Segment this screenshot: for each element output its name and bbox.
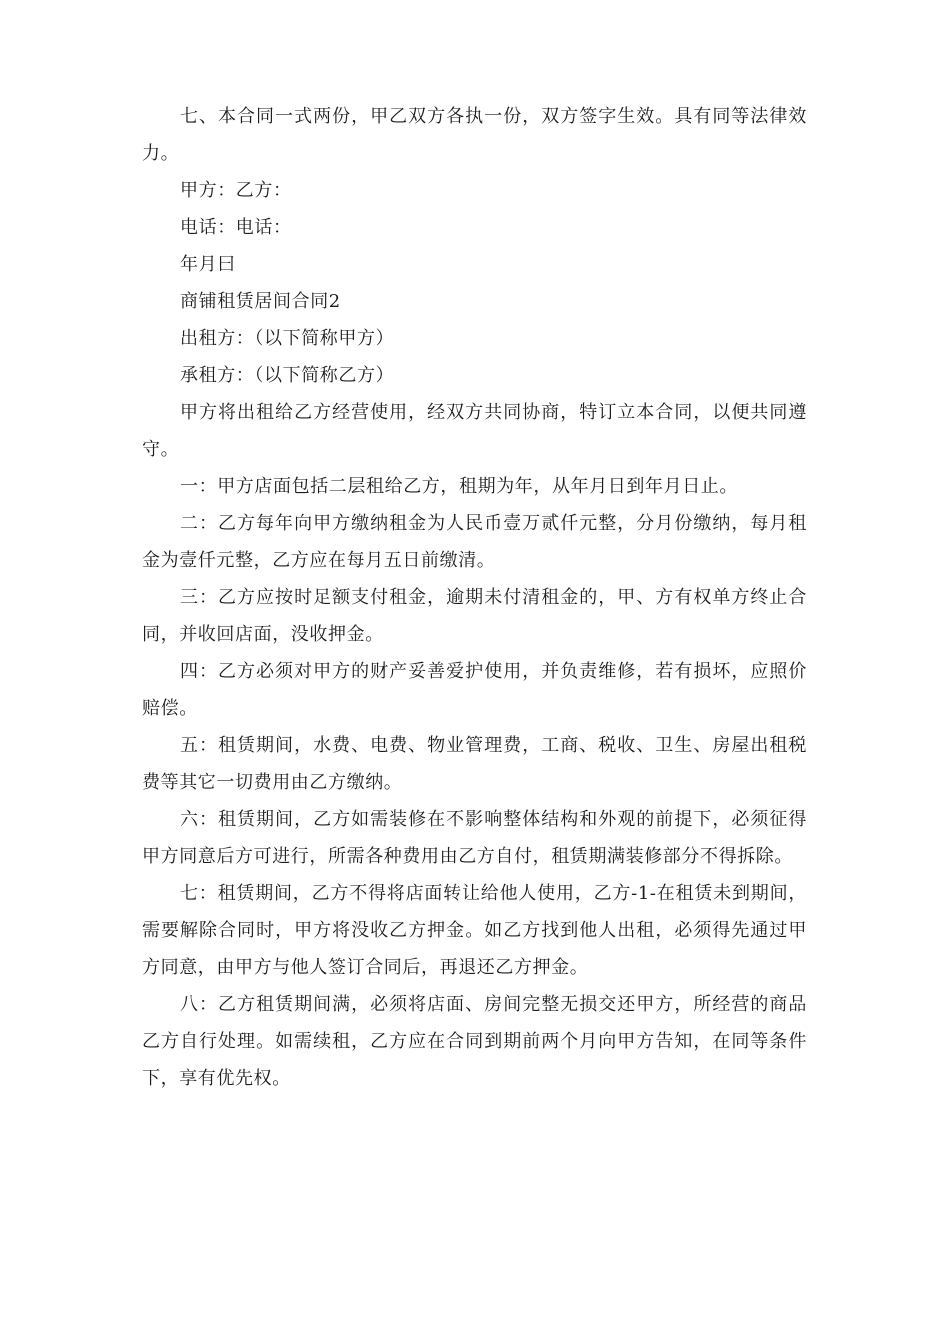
paragraph-phones: 电话：电话：: [180, 217, 292, 238]
paragraph-clause-2: 二：乙方每年向甲方缴纳租金为人民币壹万贰仟元整，分月份缴纳，每月租金为壹仟元整，乙方应在每月五日前缴清。: [142, 513, 807, 571]
paragraph-lessee: 承租方：（以下简称乙方）: [180, 365, 395, 386]
paragraph-clause-4: 四：乙方必须对甲方的财产妥善爱护使用，并负责维修，若有损坏，应照价赔偿。: [142, 661, 807, 719]
paragraph-lessor: 出租方：（以下简称甲方）: [180, 328, 395, 349]
paragraph-date: 年月曰: [180, 254, 236, 275]
paragraph-clause-1: 一：甲方店面包括二层租给乙方，租期为年，从年月日到年月日止。: [180, 476, 738, 497]
paragraph-clause-8: 八：乙方租赁期间满，必须将店面、房间完整无损交还甲方，所经营的商品乙方自行处理。如需续租，乙方应在合同到期前两个月向甲方告知，在同等条件下，享有优先权。: [142, 994, 807, 1089]
contract-title: 商铺租赁居间合同2: [180, 291, 341, 312]
paragraph-clause-7: 七：租赁期间，乙方不得将店面转让给他人使用，乙方-1-在租赁未到期间，需要解除合同时，甲方将没收乙方押金。如乙方找到他人出租，必须得先通过甲方同意，由甲方与他人签订合同后，再退还乙方押金。: [142, 883, 807, 978]
paragraph-preamble: 甲方将出租给乙方经营使用，经双方共同协商，特订立本合同，以便共同遵守。: [142, 402, 807, 460]
paragraph-clause-6: 六：租赁期间，乙方如需装修在不影响整体结构和外观的前提下，必须征得甲方同意后方可进行，所需各种费用由乙方自付，租赁期满装修部分不得拆除。: [142, 809, 807, 867]
paragraph-clause-3: 三：乙方应按时足额支付租金，逾期未付清租金的，甲、方有权单方终止合同，并收回店面，没收押金。: [142, 587, 807, 645]
paragraph-clause-7-copies: 七、本合同一式两份，甲乙双方各执一份，双方签字生效。具有同等法律效力。: [142, 106, 807, 164]
paragraph-party-signatures: 甲方：乙方：: [180, 180, 292, 201]
paragraph-clause-5: 五：租赁期间，水费、电费、物业管理费，工商、税收、卫生、房屋出租税费等其它一切费用由乙方缴纳。: [142, 735, 807, 793]
document-body: [142, 98, 807, 1097]
